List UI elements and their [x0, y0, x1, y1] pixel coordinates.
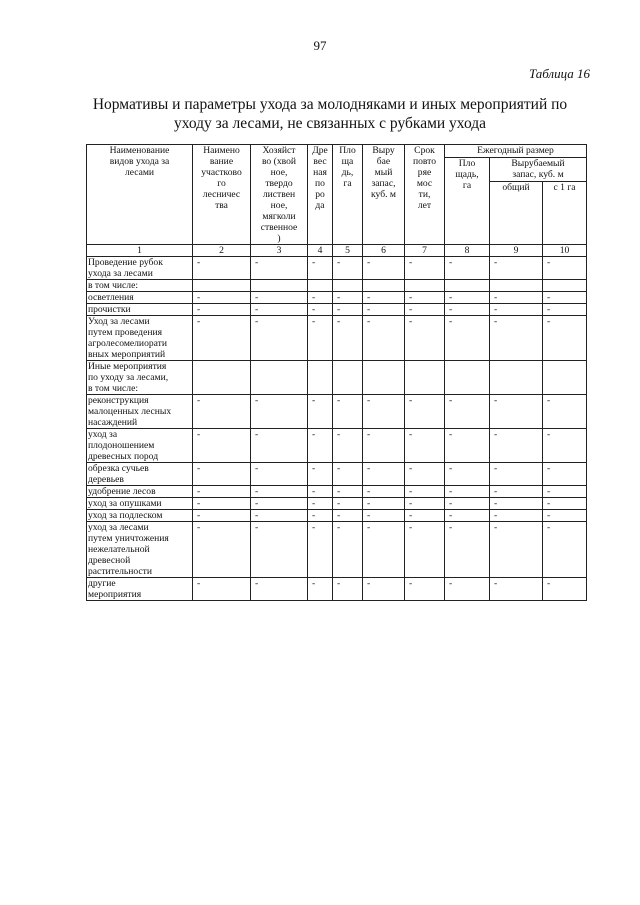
row-value: -	[363, 522, 405, 578]
row-name: Иные мероприятия по уходу за лесами, в том числе:	[87, 361, 193, 395]
row-value: -	[363, 395, 405, 429]
row-value: -	[490, 257, 543, 280]
row-value	[193, 361, 251, 395]
row-value: -	[193, 316, 251, 361]
row-value	[405, 280, 445, 292]
table-row	[87, 316, 587, 361]
row-value: -	[308, 510, 333, 522]
row-value: -	[333, 522, 363, 578]
row-value	[308, 280, 333, 292]
row-value: -	[308, 292, 333, 304]
table-row	[87, 395, 587, 429]
row-name: уход за лесами путем уничтожения нежелательной древесной растительности	[87, 522, 193, 578]
row-value	[308, 361, 333, 395]
row-value: -	[490, 522, 543, 578]
row-value: -	[193, 486, 251, 498]
row-value: -	[363, 304, 405, 316]
row-name: уход за подлеском	[87, 510, 193, 522]
header-type: Наименование видов ухода за лесами	[87, 145, 193, 245]
row-value: -	[363, 498, 405, 510]
column-number: 7	[405, 245, 445, 257]
row-value: -	[490, 463, 543, 486]
row-value: -	[251, 498, 308, 510]
row-value: -	[405, 395, 445, 429]
row-value: -	[490, 316, 543, 361]
row-value	[193, 280, 251, 292]
table-row	[87, 498, 587, 510]
row-value: -	[193, 395, 251, 429]
row-value: -	[193, 510, 251, 522]
row-value: -	[308, 463, 333, 486]
row-value: -	[543, 395, 587, 429]
row-name: обрезка сучьев деревьев	[87, 463, 193, 486]
row-value: -	[333, 498, 363, 510]
row-value: -	[445, 522, 490, 578]
row-value	[543, 361, 587, 395]
row-value: -	[405, 486, 445, 498]
header-annual-felled-stock: Вырубаемый запас, куб. м	[490, 158, 587, 182]
row-value: -	[251, 395, 308, 429]
row-value	[445, 280, 490, 292]
row-value: -	[490, 292, 543, 304]
row-value: -	[251, 486, 308, 498]
table-row	[87, 361, 587, 395]
column-numbers-row	[87, 245, 587, 257]
row-value: -	[308, 395, 333, 429]
row-name: реконструкция малоценных лесных насаждений	[87, 395, 193, 429]
table-row	[87, 578, 587, 601]
row-value: -	[445, 510, 490, 522]
norms-table	[86, 144, 587, 601]
row-name: Уход за лесами путем проведения агролесомелиорати вных мероприятий	[87, 316, 193, 361]
header-annual-size: Ежегодный размер	[445, 145, 587, 158]
row-name: уход за плодоношением древесных пород	[87, 429, 193, 463]
column-number: 2	[193, 245, 251, 257]
header-per-ha: с 1 га	[543, 182, 587, 245]
row-value: -	[363, 316, 405, 361]
table-row	[87, 292, 587, 304]
row-name: осветления	[87, 292, 193, 304]
row-value: -	[490, 429, 543, 463]
row-value	[445, 361, 490, 395]
column-number: 3	[251, 245, 308, 257]
row-value: -	[445, 395, 490, 429]
header-felled-stock: Выру бае мый запас, куб. м	[363, 145, 405, 245]
row-value: -	[405, 578, 445, 601]
row-value: -	[251, 463, 308, 486]
row-value: -	[363, 429, 405, 463]
row-value: -	[193, 522, 251, 578]
row-value: -	[363, 463, 405, 486]
row-value: -	[490, 510, 543, 522]
row-value	[405, 361, 445, 395]
row-value: -	[405, 498, 445, 510]
row-value: -	[490, 578, 543, 601]
row-value: -	[405, 429, 445, 463]
row-value: -	[308, 429, 333, 463]
table-row	[87, 463, 587, 486]
header-total: общий	[490, 182, 543, 245]
row-value: -	[363, 292, 405, 304]
row-name: Проведение рубок ухода за лесами	[87, 257, 193, 280]
row-value: -	[445, 316, 490, 361]
row-value: -	[543, 463, 587, 486]
row-value: -	[490, 304, 543, 316]
row-value: -	[333, 257, 363, 280]
row-value: -	[308, 316, 333, 361]
row-value: -	[333, 429, 363, 463]
row-value	[490, 280, 543, 292]
row-value: -	[445, 292, 490, 304]
row-value: -	[405, 304, 445, 316]
document-title: Нормативы и параметры ухода за молодняками и иных мероприятий по уходу за лесами, не связанных с рубками ухода	[92, 96, 568, 132]
table-row	[87, 429, 587, 463]
row-value: -	[308, 257, 333, 280]
row-value: -	[445, 578, 490, 601]
row-value: -	[405, 522, 445, 578]
table-caption: Таблица 16	[528, 66, 590, 81]
table-row	[87, 510, 587, 522]
row-name: в том числе:	[87, 280, 193, 292]
row-value: -	[251, 429, 308, 463]
table-row	[87, 257, 587, 280]
row-value	[363, 361, 405, 395]
row-value: -	[445, 304, 490, 316]
row-value: -	[193, 292, 251, 304]
row-value: -	[543, 486, 587, 498]
row-value	[251, 280, 308, 292]
row-value: -	[363, 578, 405, 601]
row-value: -	[543, 304, 587, 316]
row-value: -	[333, 486, 363, 498]
row-value: -	[490, 498, 543, 510]
row-value: -	[308, 578, 333, 601]
column-number: 1	[87, 245, 193, 257]
row-value: -	[333, 510, 363, 522]
row-value: -	[543, 257, 587, 280]
row-value: -	[405, 510, 445, 522]
row-value: -	[445, 463, 490, 486]
column-number: 9	[490, 245, 543, 257]
row-value: -	[363, 257, 405, 280]
row-value: -	[543, 292, 587, 304]
row-value: -	[490, 486, 543, 498]
row-value: -	[308, 498, 333, 510]
row-value	[333, 361, 363, 395]
table-row	[87, 280, 587, 292]
row-value: -	[333, 292, 363, 304]
row-value: -	[405, 292, 445, 304]
row-value	[490, 361, 543, 395]
row-value	[251, 361, 308, 395]
row-value: -	[193, 257, 251, 280]
row-name: другие мероприятия	[87, 578, 193, 601]
row-value: -	[193, 429, 251, 463]
row-value: -	[333, 395, 363, 429]
row-value	[333, 280, 363, 292]
header-district: Наимено вание участково го лесничес тва	[193, 145, 251, 245]
row-value: -	[363, 486, 405, 498]
row-value: -	[193, 578, 251, 601]
column-number: 5	[333, 245, 363, 257]
row-value: -	[405, 257, 445, 280]
row-value: -	[193, 304, 251, 316]
header-species: Дре вес ная по ро да	[308, 145, 333, 245]
row-value: -	[543, 510, 587, 522]
row-value: -	[543, 498, 587, 510]
row-value: -	[445, 429, 490, 463]
row-value: -	[543, 578, 587, 601]
row-value: -	[308, 304, 333, 316]
row-value: -	[445, 486, 490, 498]
row-name: прочистки	[87, 304, 193, 316]
row-value: -	[333, 316, 363, 361]
row-value: -	[543, 429, 587, 463]
row-value: -	[193, 463, 251, 486]
row-value: -	[251, 510, 308, 522]
row-value: -	[251, 257, 308, 280]
column-number: 6	[363, 245, 405, 257]
row-value: -	[251, 578, 308, 601]
row-value: -	[363, 510, 405, 522]
header-repeat-period: Срок повто ряе мос ти, лет	[405, 145, 445, 245]
row-name: уход за опушками	[87, 498, 193, 510]
row-value: -	[405, 316, 445, 361]
column-number: 4	[308, 245, 333, 257]
row-value: -	[445, 498, 490, 510]
header-annual-area: Пло щадь, га	[445, 158, 490, 245]
row-value: -	[193, 498, 251, 510]
row-value: -	[445, 257, 490, 280]
row-value: -	[543, 316, 587, 361]
row-value: -	[543, 522, 587, 578]
header-economy: Хозяйст во (хвой ное, твердо листвен ное, мягколи ственное )	[251, 145, 308, 245]
column-number: 10	[543, 245, 587, 257]
row-value: -	[251, 522, 308, 578]
row-value: -	[333, 463, 363, 486]
row-value: -	[333, 578, 363, 601]
table-row	[87, 486, 587, 498]
row-value	[363, 280, 405, 292]
row-value	[543, 280, 587, 292]
row-value: -	[308, 522, 333, 578]
row-value: -	[251, 304, 308, 316]
row-value: -	[490, 395, 543, 429]
row-value: -	[405, 463, 445, 486]
row-value: -	[308, 486, 333, 498]
row-name: удобрение лесов	[87, 486, 193, 498]
row-value: -	[251, 316, 308, 361]
row-value: -	[333, 304, 363, 316]
table-row	[87, 522, 587, 578]
page-number: 97	[313, 38, 327, 53]
column-number: 8	[445, 245, 490, 257]
table-row	[87, 304, 587, 316]
header-area: Пло ща дь, га	[333, 145, 363, 245]
row-value: -	[251, 292, 308, 304]
